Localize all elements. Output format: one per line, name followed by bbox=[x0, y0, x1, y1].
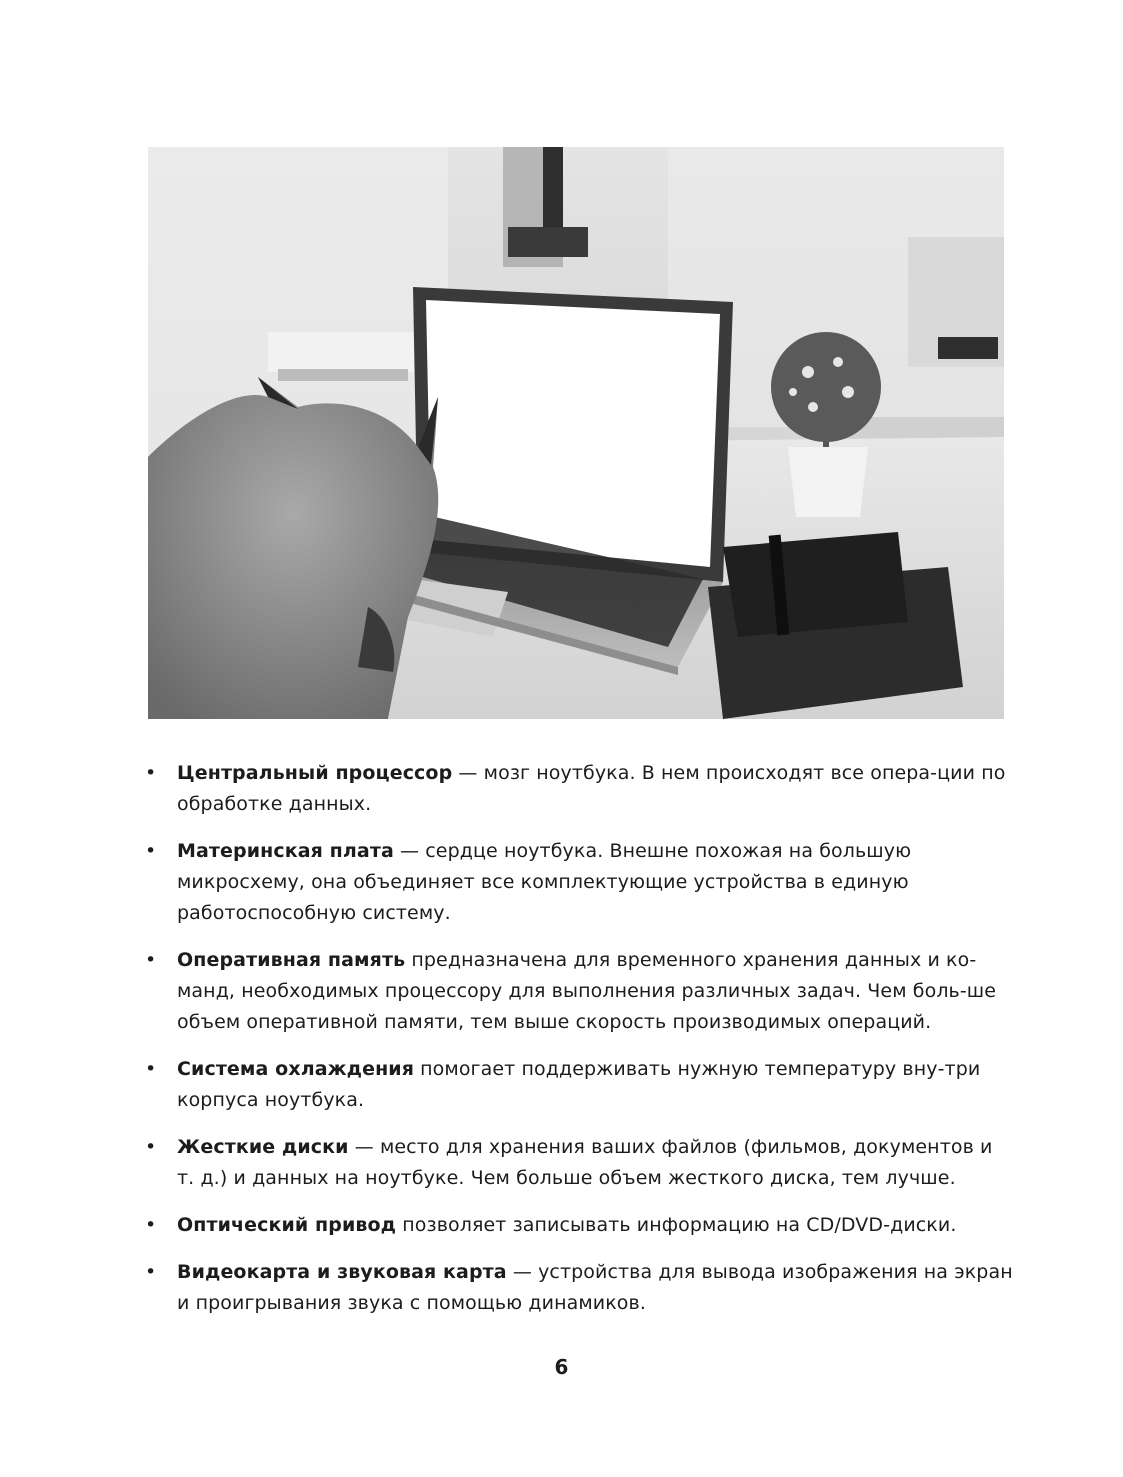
term: Система охлаждения bbox=[177, 1058, 415, 1080]
list-item bbox=[145, 1210, 1015, 1241]
list-item bbox=[145, 1054, 1015, 1116]
bullet-icon: • bbox=[145, 1261, 157, 1283]
description: — место для хранения ваших файлов (фильмов, документов и т. д.) и данных на ноутбуке. Чем больше объем жесткого диска, тем лучше. bbox=[177, 1136, 993, 1189]
bullet-icon: • bbox=[145, 949, 157, 971]
bullet-icon: • bbox=[145, 840, 157, 862]
list-item bbox=[145, 1257, 1015, 1319]
description: — сердце ноутбука. Внешне похожая на большую микросхему, она объединяет все комплектующие устройства в единую работоспособную систему. bbox=[177, 840, 912, 924]
component-list bbox=[145, 758, 1015, 1335]
bullet-icon: • bbox=[145, 1214, 157, 1236]
description: помогает поддерживать нужную температуру вну-три корпуса ноутбука. bbox=[177, 1058, 981, 1111]
list-item bbox=[145, 1132, 1015, 1194]
page-number: 6 bbox=[554, 1355, 569, 1379]
description: позволяет записывать информацию на CD/DVD-диски. bbox=[396, 1214, 957, 1236]
term: Оперативная память bbox=[177, 949, 406, 971]
term: Оптический привод bbox=[177, 1214, 397, 1236]
term: Видеокарта и звуковая карта bbox=[177, 1261, 507, 1283]
bullet-icon: • bbox=[145, 762, 157, 784]
list-item bbox=[145, 758, 1015, 820]
bullet-icon: • bbox=[145, 1058, 157, 1080]
description: — мозг ноутбука. В нем происходят все опера-ции по обработке данных. bbox=[177, 762, 1006, 815]
term: Материнская плата bbox=[177, 840, 394, 862]
description: предназначена для временного хранения данных и ко-манд, необходимых процессору для выполнения различных задач. Чем боль-ше объем оперативной памяти, тем выше скорость производимых операций. bbox=[177, 949, 997, 1033]
list-item bbox=[145, 945, 1015, 1038]
bullet-icon: • bbox=[145, 1136, 157, 1158]
term: Центральный процессор bbox=[177, 762, 453, 784]
term: Жесткие диски bbox=[177, 1136, 349, 1158]
description: — устройства для вывода изображения на экран и проигрывания звука с помощью динамиков. bbox=[177, 1261, 1013, 1314]
cat-laptop-photo bbox=[148, 147, 1004, 719]
list-item bbox=[145, 836, 1015, 929]
